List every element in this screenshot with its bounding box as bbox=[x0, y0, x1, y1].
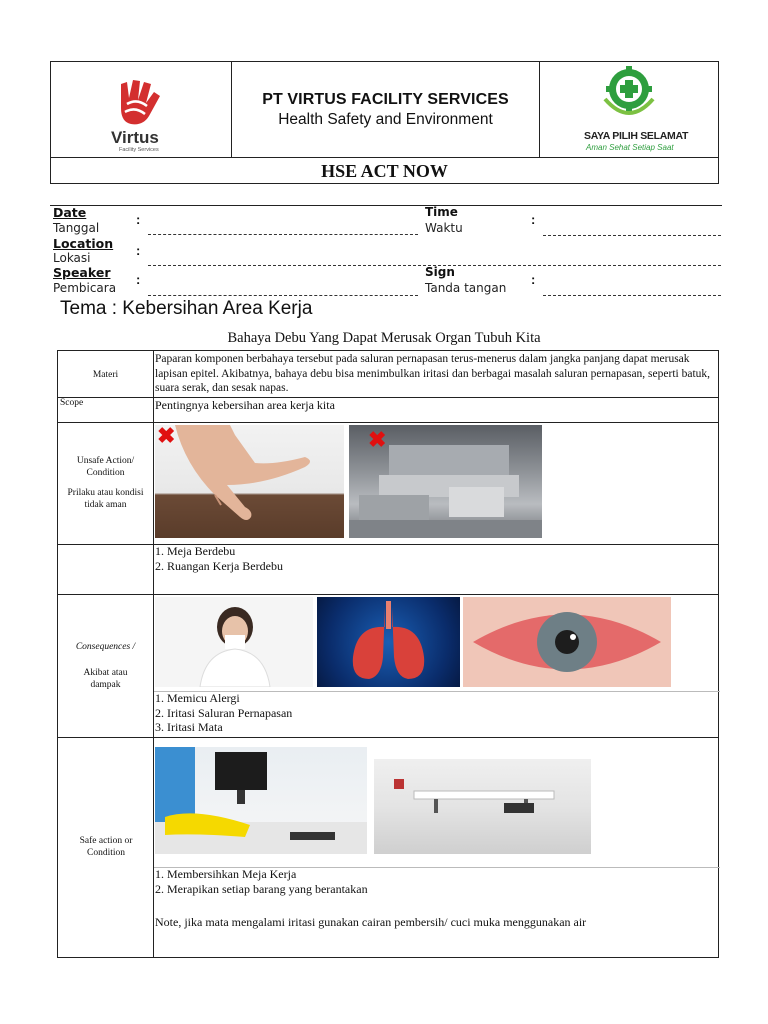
theme-title: Tema : Kebersihan Area Kerja bbox=[60, 298, 313, 319]
sneezing-person-icon bbox=[155, 597, 313, 687]
speaker-sublabel: Pembicara bbox=[53, 281, 117, 295]
lungs-icon bbox=[317, 597, 460, 687]
time-sublabel: Waktu bbox=[425, 221, 463, 235]
hand-touching-table-icon bbox=[155, 425, 344, 538]
unsafe-label: Unsafe Action/ Condition bbox=[76, 456, 135, 478]
list-item: 2. Ruangan Kerja Berdebu bbox=[155, 558, 283, 573]
company-cell bbox=[232, 62, 540, 158]
consequence-sublabel: Akibat atau dampak bbox=[83, 668, 128, 690]
list-item: 1. Meja Berdebu bbox=[155, 544, 236, 558]
consequence-label: Consequences / bbox=[75, 642, 136, 652]
date-label: Date bbox=[53, 205, 87, 220]
info-top-line bbox=[50, 205, 722, 206]
safety-note: Note, jika mata mengalami iritasi gunakan cairan pembersih/ cuci muka menggunakan air bbox=[155, 915, 587, 929]
row-divider bbox=[58, 594, 718, 595]
right-logo-text: SAYA PILIH SELAMAT bbox=[584, 130, 689, 142]
sign-field[interactable] bbox=[543, 295, 721, 296]
list-item: 3. Iritasi Mata bbox=[155, 720, 223, 734]
hse-table bbox=[57, 350, 719, 958]
time-label: Time bbox=[425, 205, 458, 219]
list-item: 2. Iritasi Saluran Pernapasan bbox=[155, 705, 293, 720]
materi-text: Paparan komponen berbahaya tersebut pada saluran pernapasan terus-menerus dalam jangka panjang dapat merusak lapisan epitel. Akibatnya, bahaya debu bisa menimbulkan iritasi dan berbagai masalah saluran pernapasan, seperti batuk, suara serak, dan sesak napas. bbox=[155, 353, 711, 394]
date-field[interactable] bbox=[148, 234, 418, 235]
red-eye-icon bbox=[463, 597, 671, 687]
scope-label: Scope bbox=[60, 398, 84, 408]
right-logo-tagline: Aman Sehat Setiap Saat bbox=[586, 143, 674, 152]
time-field[interactable] bbox=[543, 235, 721, 236]
topic-subtitle: Bahaya Debu Yang Dapat Merusak Organ Tubuh Kita bbox=[227, 330, 541, 346]
form-title: HSE ACT NOW bbox=[321, 161, 448, 181]
location-sublabel: Lokasi bbox=[53, 251, 91, 265]
dusty-table-photo bbox=[155, 425, 344, 538]
unsafe-cross-icon: ✖ bbox=[368, 427, 387, 452]
location-colon: : bbox=[136, 243, 141, 258]
sign-colon: : bbox=[531, 272, 536, 287]
unsafe-sublabel: Prilaku atau kondisi tidak aman bbox=[67, 488, 144, 510]
speaker-colon: : bbox=[136, 272, 141, 287]
lungs-photo bbox=[317, 597, 460, 687]
list-item: 2. Merapikan setiap barang yang berantakan bbox=[155, 881, 368, 896]
list-item: 1. Memicu Alergi bbox=[155, 691, 240, 705]
hand-logo-icon bbox=[113, 78, 173, 128]
right-logo-cell bbox=[540, 62, 718, 158]
sign-label: Sign bbox=[425, 265, 455, 279]
scope-text: Pentingnya kebersihan area kerja kita bbox=[155, 398, 335, 412]
sneezing-woman-photo bbox=[155, 597, 313, 687]
consequence-items-list bbox=[155, 691, 717, 735]
left-logo-word: Virtus bbox=[111, 128, 159, 147]
cleaning-desk-photo bbox=[155, 747, 367, 854]
company-name: PT VIRTUS FACILITY SERVICES bbox=[262, 91, 509, 108]
row-divider bbox=[58, 737, 718, 738]
speaker-field[interactable] bbox=[148, 295, 418, 296]
department-name: Health Safety and Environment bbox=[278, 111, 493, 128]
materi-label: Materi bbox=[92, 370, 119, 380]
header-box bbox=[50, 61, 719, 184]
green-cross-gear-icon bbox=[597, 65, 661, 127]
clean-office-photo bbox=[374, 747, 591, 854]
date-sublabel: Tanggal bbox=[53, 221, 100, 235]
unsafe-cross-icon: ✖ bbox=[157, 423, 176, 448]
irritated-eye-photo bbox=[463, 597, 671, 687]
list-item: 1. Membersihkan Meja Kerja bbox=[155, 867, 297, 881]
header-row bbox=[51, 62, 718, 158]
left-logo-cell bbox=[51, 62, 232, 158]
clean-office-icon bbox=[374, 747, 591, 854]
location-label: Location bbox=[53, 236, 114, 251]
time-colon: : bbox=[531, 212, 536, 227]
sign-sublabel: Tanda tangan bbox=[425, 281, 507, 295]
speaker-label: Speaker bbox=[53, 265, 111, 280]
cleaning-desk-icon bbox=[155, 747, 367, 854]
safe-items-list bbox=[155, 867, 717, 896]
left-logo-tagline: Facility Services bbox=[119, 147, 159, 153]
date-colon: : bbox=[136, 212, 141, 227]
unsafe-items-list bbox=[155, 544, 717, 573]
safe-label: Safe action or Condition bbox=[79, 836, 133, 858]
